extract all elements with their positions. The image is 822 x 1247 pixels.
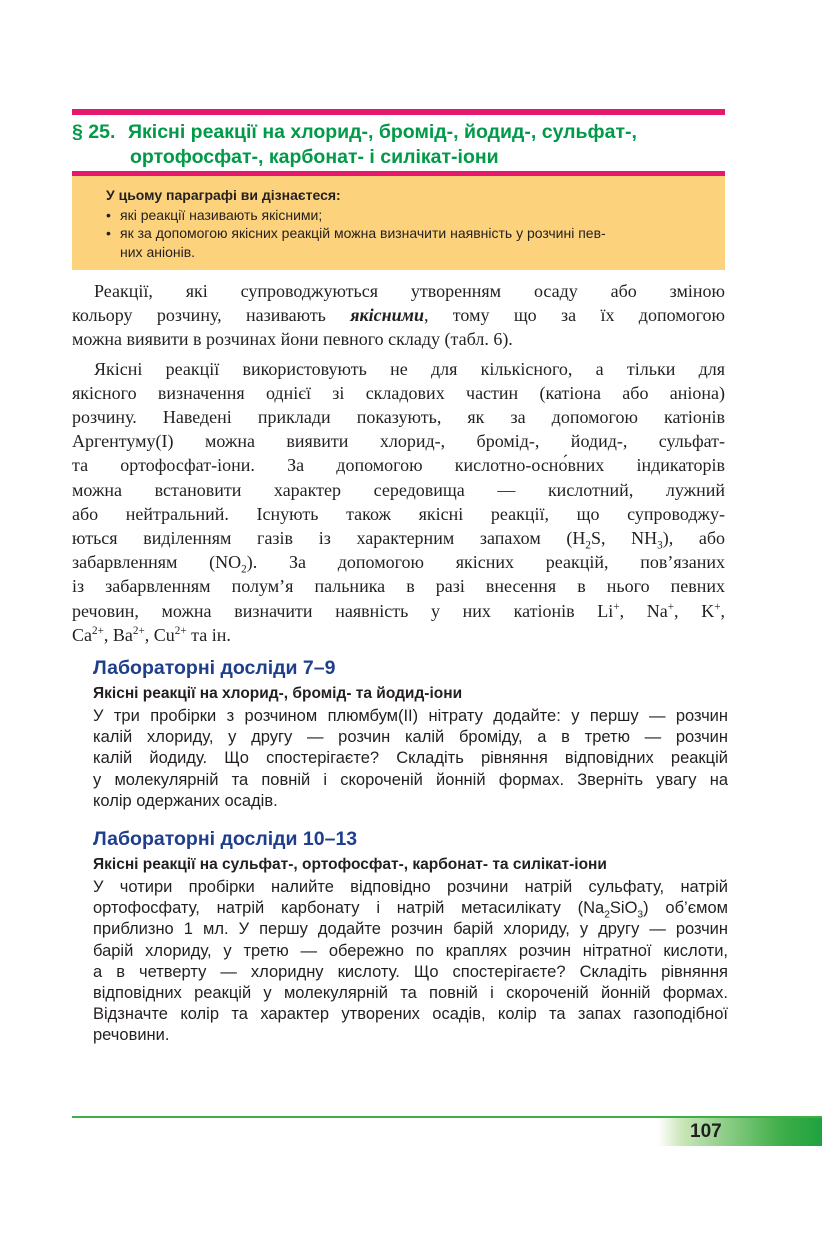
term-yakisnymy: якісними <box>350 305 424 326</box>
intro-box-title: У цьому параграфі ви дізнаєтеся: <box>106 187 341 203</box>
intro-bullet: • як за допомогою якісних реакцій можна визначити наявність у розчині пев- них аніонів. <box>106 225 606 260</box>
section-number: § 25. <box>72 121 116 143</box>
heading-line-1: Якісні реакції на хлорид-, бромід-, йодид-, сульфат-, <box>128 121 637 143</box>
heading-line-2: ортофосфат-, карбонат- і силікат-іони <box>130 146 499 168</box>
lab-2-text: У чотири пробірки налийте відповідно розчини натрій сульфату, натрій ортофосфату, натрій карбонату і натрій метасилікату $(Na_2SiO_3)$ об’ємом приблизно 1 мл. У першу додайте розчин барій хлориду, у другу — розчин барій хлориду, у третю — обережно по краплях розчин нітратної кислоти, а в четверту — хлоридну кислоту. Що спостерігаєте? Складіть рівняння відповідних реакцій у молекулярній та повній і скороченій йонній формах. Відзначте колір та характер утворених осадів, колір та запах газоподібної речовини. <box>93 878 728 1045</box>
intro-box <box>72 176 725 270</box>
section-heading <box>72 120 732 170</box>
intro-bullet: • які реакції називають якісними; <box>106 206 323 223</box>
heading-top-rule <box>72 109 725 115</box>
lab-2-title: Лабораторні досліди 10–13 <box>93 828 358 850</box>
footer-page-tab <box>658 1118 822 1146</box>
lab-1-title: Лабораторні досліди 7–9 <box>93 657 336 679</box>
lab-1-text: У три пробірки з розчином плюмбум(II) нітрату додайте: у першу — розчин калій хлориду, у другу — розчин калій броміду, а в третю — розчин калій йодиду. Що спостерігаєте? Складіть рівняння відповідних реакцій у молекулярній та повній і скороченій йонній формах. Зверніть увагу на колір одержаних осадів. <box>93 707 728 810</box>
paragraph-2: Якісні реакції використовують не для кількісного, а тільки для якісного визначення однієї зі складових частин (катіона або аніона) розчину. Наведені приклади показують, як за допомогою катіонів Аргентуму(I) можна виявити хлорид-, бромід-, йодид-, сульфат- та ортофосфат-іони. За допомогою кислотно-осно́вних індикаторів можна встановити характер середовища — кислотний, лужний або нейтральний. Існують також якісні реакції, що супроводжу- ються виділенням газів із характерним запахом ($H_2S$, $NH_3$), або забарвленням $(NO_2)$. За допомогою якісних реакцій, пов’язаних із забарвленням полум’я пальника в разі внесення в нього певних речовин, можна визначити наявність у них катіонів Li+, Na+, K+, $Ca^{2+}$, $Ba^{2+}$, $Cu^{2+}$ та ін. <box>72 358 726 645</box>
lab-section-2 <box>93 827 728 1047</box>
lab-2-subtitle: Якісні реакції на сульфат-, ортофосфат-, карбонат- та силікат-іони <box>93 856 607 873</box>
lab-1-subtitle: Якісні реакції на хлорид-, бромід- та йодид-іони <box>93 685 463 702</box>
paragraph-1: Реакції, які супроводжуються утворенням осаду або зміною кольору розчину, називають якісними, тому що за їх допомогою можна виявити в розчинах йони певного складу (табл. 6). <box>72 281 726 350</box>
main-text <box>72 279 725 647</box>
page-number: 107 <box>690 1121 722 1142</box>
lab-section-1 <box>93 656 728 812</box>
